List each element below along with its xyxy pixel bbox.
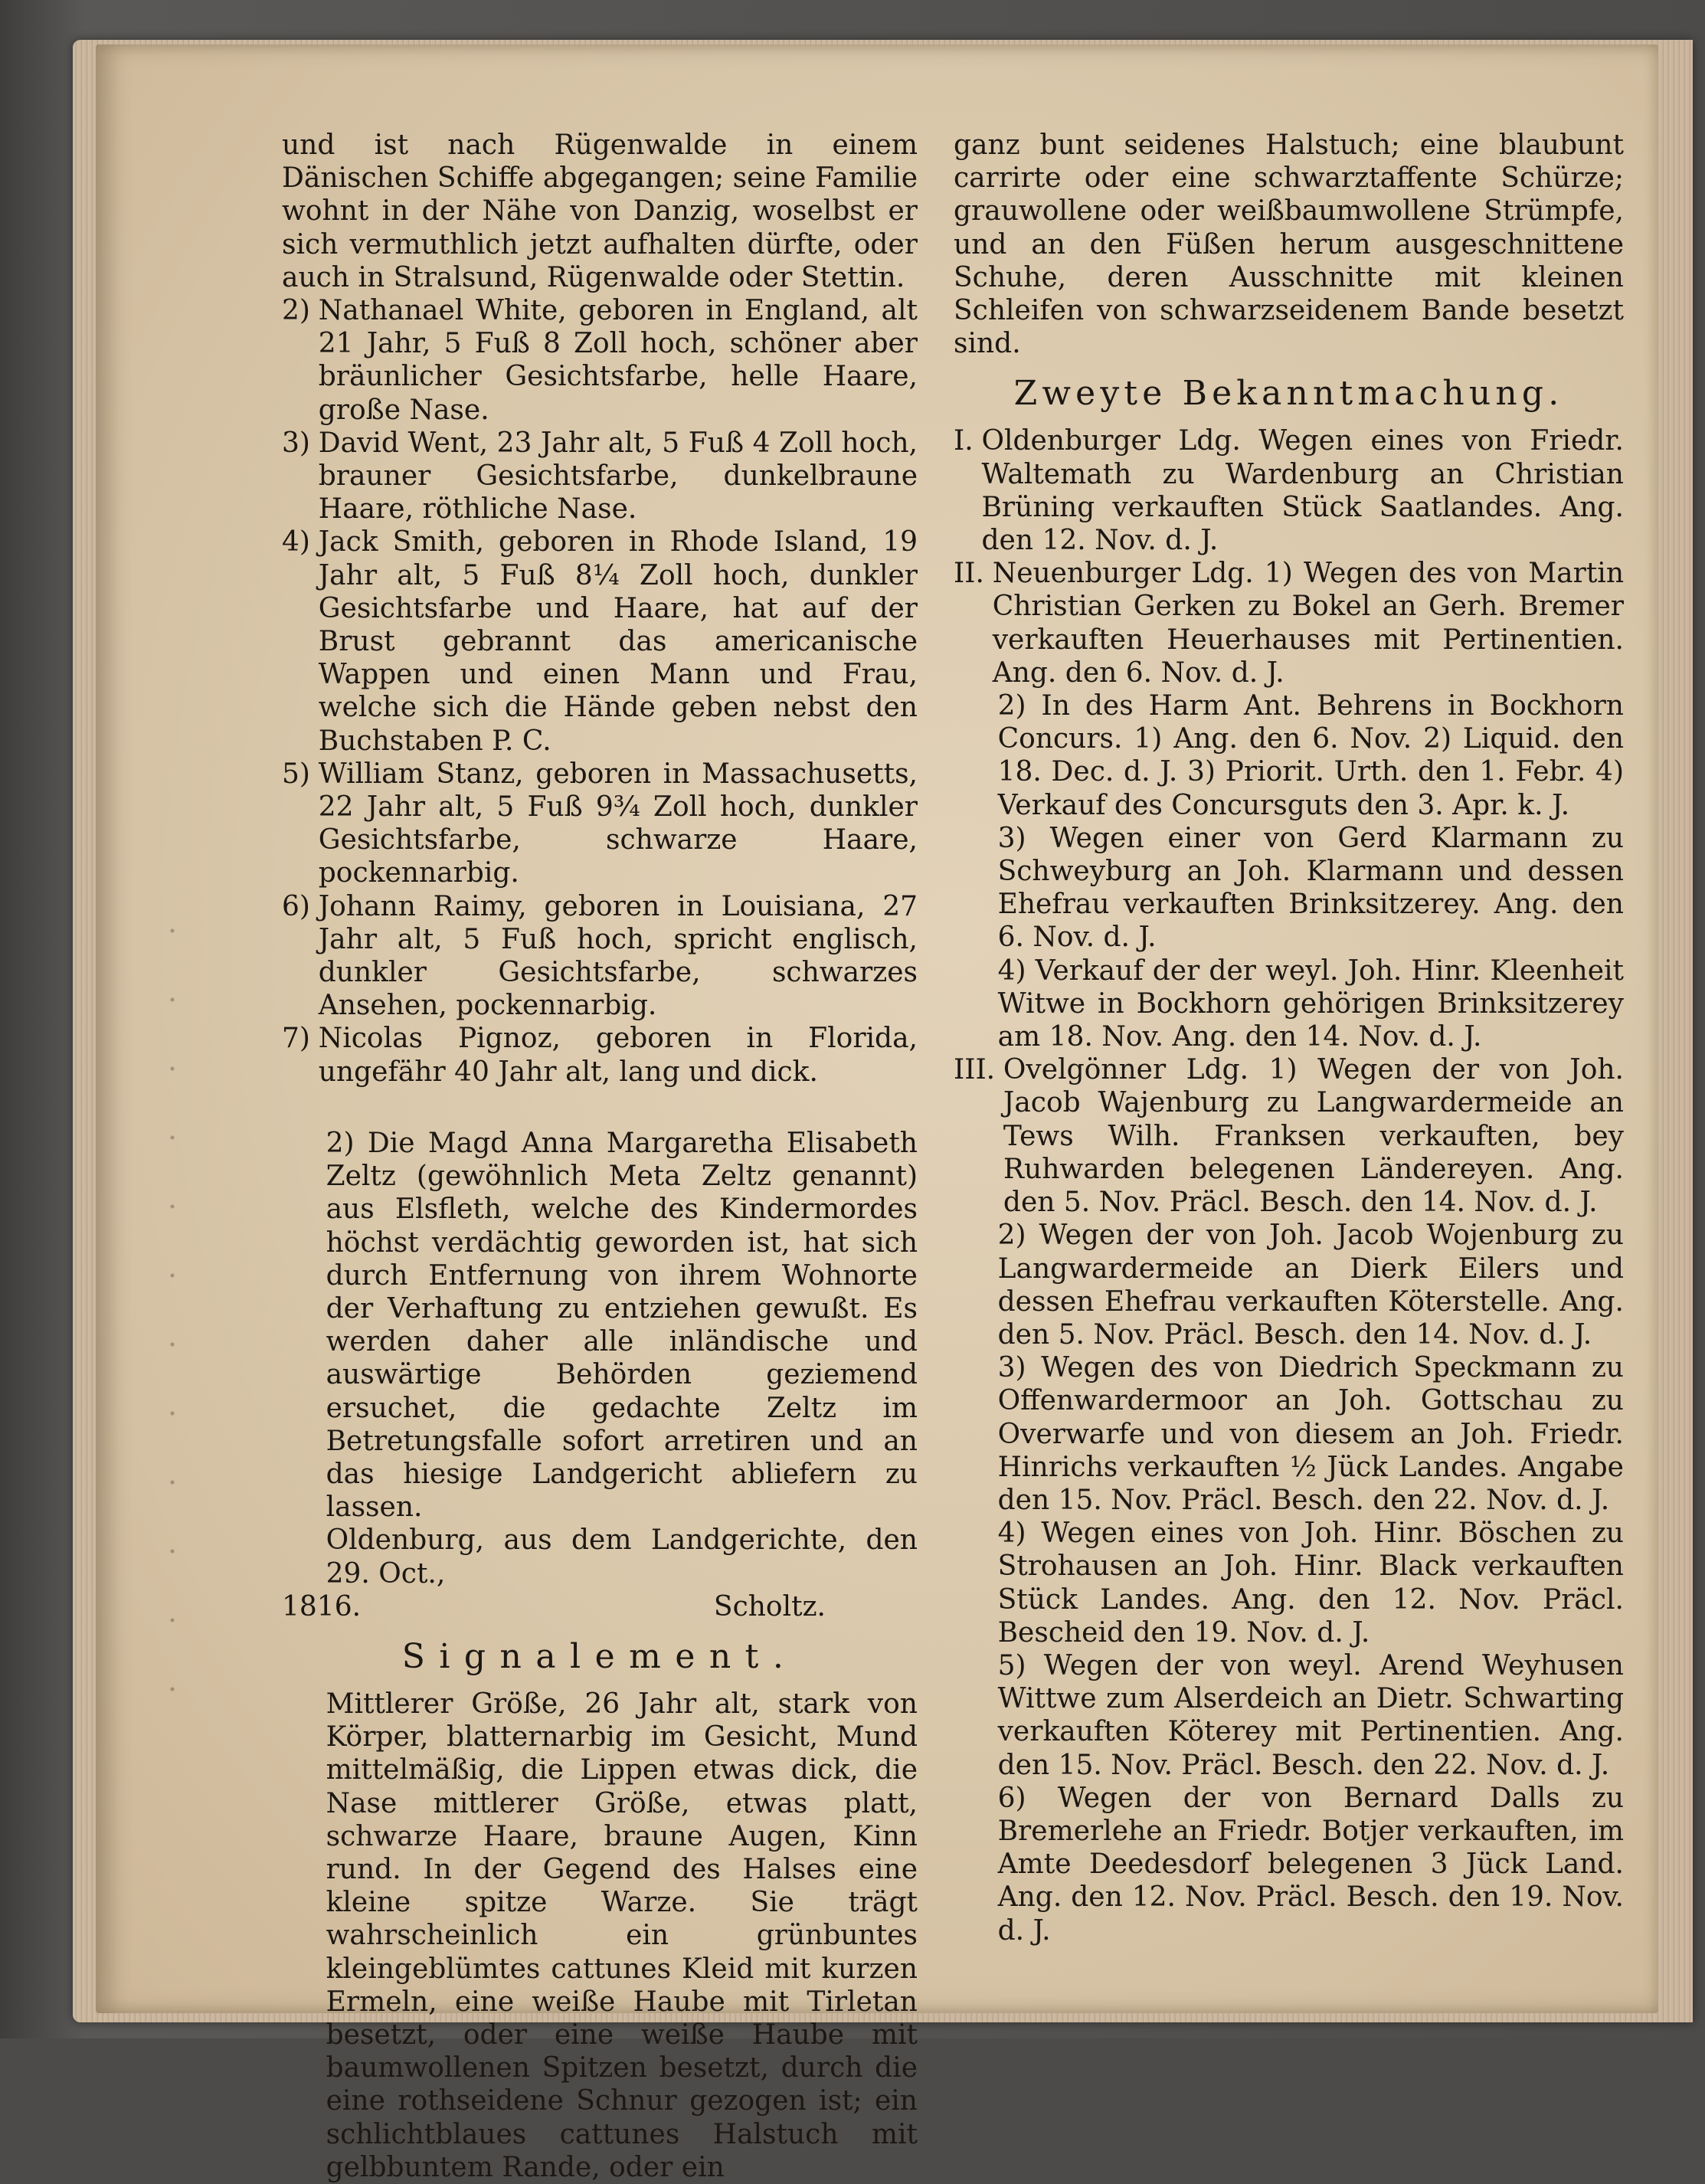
- announcement-item: 3) Wegen des von Diedrich Speckmann zu Offenwardermoor an Joh. Gottschau zu Overwarfe und von diesem an Joh. Friedr. Hinrichs verkauften ½ Jück Landes. Angabe den 15. Nov. Präcl. Besch. den 22. Nov. d. J.: [997, 1352, 1624, 1516]
- person-description: Nathanael White, geboren in England, alt 21 Jahr, 5 Fuß 8 Zoll hoch, schöner aber bräunlicher Gesichtsfarbe, helle Haare, große Nase.: [318, 295, 918, 426]
- section-number: III.: [954, 1054, 996, 1086]
- court-section: [954, 424, 1624, 557]
- announcement-item: 5) Wegen der von weyl. Arend Weyhusen Wittwe zum Alserdeich an Dietr. Schwarting verkauften Köterey mit Pertinentien. Ang. den 15. Nov. Präcl. Besch. den 22. Nov. d. J.: [997, 1649, 1624, 1781]
- person-entry: [282, 427, 918, 526]
- court-section: [954, 557, 1624, 689]
- person-description: David Went, 23 Jahr alt, 5 Fuß 4 Zoll hoch, brauner Gesichtsfarbe, dunkelbraune Haare, röthliche Nase.: [318, 427, 918, 526]
- left-column: [282, 129, 918, 2184]
- person-entry: [282, 294, 918, 427]
- opening-paragraph: und ist nach Rügenwalde in einem Dänischen Schiffe abgegangen; seine Familie wohnt in der Nähe von Danzig, woselbst er sich vermuthlich jetzt aufhalten dürfte, oder auch in Stralsund, Rügenwalde oder Stettin.: [282, 129, 918, 293]
- section-text: Ovelgönner Ldg. 1) Wegen der von Joh. Jacob Wajenburg zu Langwardermeide an Tews Wilh. Franksen verkauften, bey Ruhwarden belegenen Ländereyen. Ang. den 5. Nov. Präcl. Besch. den 14. Nov. d. J.: [1003, 1054, 1624, 1219]
- announcement-item: 4) Wegen eines von Joh. Hinr. Böschen zu Strohausen an Joh. Hinr. Black verkauften Stück Landes. Ang. den 12. Nov. Präcl. Bescheid den 19. Nov. d. J.: [997, 1518, 1624, 1649]
- section-heading: Zweyte Bekanntmachung.: [1013, 374, 1564, 414]
- person-number: 4): [282, 526, 310, 558]
- section-number: I.: [954, 425, 974, 457]
- person-description: William Stanz, geboren in Massachusetts, 22 Jahr alt, 5 Fuß 9¾ Zoll hoch, dunkler Gesichtsfarbe, schwarze Haare, pockennarbig.: [318, 758, 918, 889]
- announcement-item: 4) Verkauf der der weyl. Joh. Hinr. Kleenheit Witwe in Bockhorn gehörigen Brinksitzerey am 18. Nov. Ang. den 14. Nov. d. J.: [997, 954, 1624, 1053]
- section-gap: [282, 1089, 918, 1127]
- person-number: 7): [282, 1023, 310, 1055]
- dateline: Oldenburg, aus dem Landgerichte, den 29. Oct.,: [326, 1524, 918, 1590]
- notice-paragraph: 2) Die Magd Anna Margaretha Elisabeth Zeltz (gewöhnlich Meta Zeltz genannt) aus Elsfleth, welche des Kindermordes höchst verdächtig geworden ist, hat sich durch Entfernung von ihrem Wohnorte der Verhaftung zu entziehen gewußt. Es werden daher alle inländische und auswärtige Behörden geziemend ersuchet, die gedachte Zeltz im Betretungsfalle sofort arretiren und an das hiesige Landgericht abliefern zu lassen.: [326, 1127, 918, 1524]
- year: 1816.: [282, 1590, 362, 1622]
- person-number: 3): [282, 427, 310, 459]
- person-entry: [282, 758, 918, 890]
- announcement-item: 2) In des Harm Ant. Behrens in Bockhorn Concurs. 1) Ang. den 6. Nov. 2) Liquid. den 18. Dec. d. J. 3) Priorit. Urth. den 1. Febr. 4) Verkauf des Concursguts den 3. Apr. k. J.: [997, 690, 1624, 821]
- person-description: Jack Smith, geboren in Rhode Island, 19 Jahr alt, 5 Fuß 8¼ Zoll hoch, dunkler Gesichtsfarbe und Haare, hat auf der Brust gebrannt das americanische Wappen und einen Mann und Frau, welche sich die Hände geben nebst den Buchstaben P. C.: [318, 526, 918, 757]
- section-text: Oldenburger Ldg. Wegen eines von Friedr. Waltemath zu Wardenburg an Christian Brüning verkauften Stück Saatlandes. Ang. den 12. Nov. d. J.: [981, 425, 1624, 557]
- announcement-item: 3) Wegen einer von Gerd Klarmann zu Schweyburg an Joh. Klarmann und dessen Ehefrau verkauften Brinksitzerey. Ang. den 6. Nov. d. J.: [997, 822, 1624, 954]
- person-entry: [282, 526, 918, 757]
- right-column: [954, 129, 1624, 1947]
- signatory: Scholtz.: [713, 1590, 826, 1622]
- person-number: 2): [282, 295, 310, 327]
- court-section: [954, 1053, 1624, 1219]
- continuation-paragraph: ganz bunt seidenes Halstuch; eine blaubunt carrirte oder eine schwarztaffente Schürze; grauwollene oder weißbaumwollene Strümpfe, und an den Füßen herum ausgeschnittene Schuhe, deren Ausschnitte mit kleinen Schleifen von schwarzseidenem Bande besetzt sind.: [954, 129, 1624, 360]
- person-number: 6): [282, 890, 310, 922]
- person-number: 5): [282, 758, 310, 790]
- section-text: Neuenburger Ldg. 1) Wegen des von Martin Christian Gerken zu Bokel an Gerh. Bremer verkauften Heuerhauses mit Pertinentien. Ang. den 6. Nov. d. J.: [992, 558, 1624, 689]
- signalement-text: Mittlerer Größe, 26 Jahr alt, stark von Körper, blatternarbig im Gesicht, Mund mittelmäßig, die Lippen etwas dick, die Nase mittlerer Größe, etwas platt, schwarze Haare, braune Augen, Kinn rund. In der Gegend des Halses eine kleine spitze Warze. Sie trägt wahrscheinlich ein grünbuntes kleingeblümtes cattunes Kleid mit kurzen Ermeln, eine weiße Haube mit Tirletan besetzt, oder eine weiße Haube mit baumwollenen Spitzen besetzt, durch die eine rothseidene Schnur gezogen ist; ein schlichtblaues cattunes Halstuch mit gelbbuntem Rande, oder ein: [326, 1688, 918, 2183]
- person-description: Nicolas Pignoz, geboren in Florida, ungefähr 40 Jahr alt, lang und dick.: [318, 1023, 918, 1088]
- person-entry: [282, 1022, 918, 1088]
- person-entry: [282, 890, 918, 1023]
- person-description: Johann Raimy, geboren in Louisiana, 27 Jahr alt, 5 Fuß hoch, spricht englisch, dunkler Gesichtsfarbe, schwarzes Ansehen, pockennarbig.: [318, 890, 918, 1022]
- binding-stitch-marks: [167, 896, 178, 1739]
- section-number: II.: [954, 558, 984, 590]
- announcement-item: 6) Wegen der von Bernard Dalls zu Bremerlehe an Friedr. Botjer verkauften, im Amte Deedesdorf belegenen 3 Jück Land. Ang. den 12. Nov. Präcl. Besch. den 19. Nov. d. J.: [997, 1782, 1624, 1947]
- signature-row: [282, 1590, 918, 1623]
- announcement-item: 2) Wegen der von Joh. Jacob Wojenburg zu Langwardermeide an Dierk Eilers und dessen Ehefrau verkauften Köterstelle. Ang. den 5. Nov. Präcl. Besch. den 14. Nov. d. J.: [997, 1220, 1624, 1351]
- signalement-heading: Signalement.: [401, 1636, 798, 1676]
